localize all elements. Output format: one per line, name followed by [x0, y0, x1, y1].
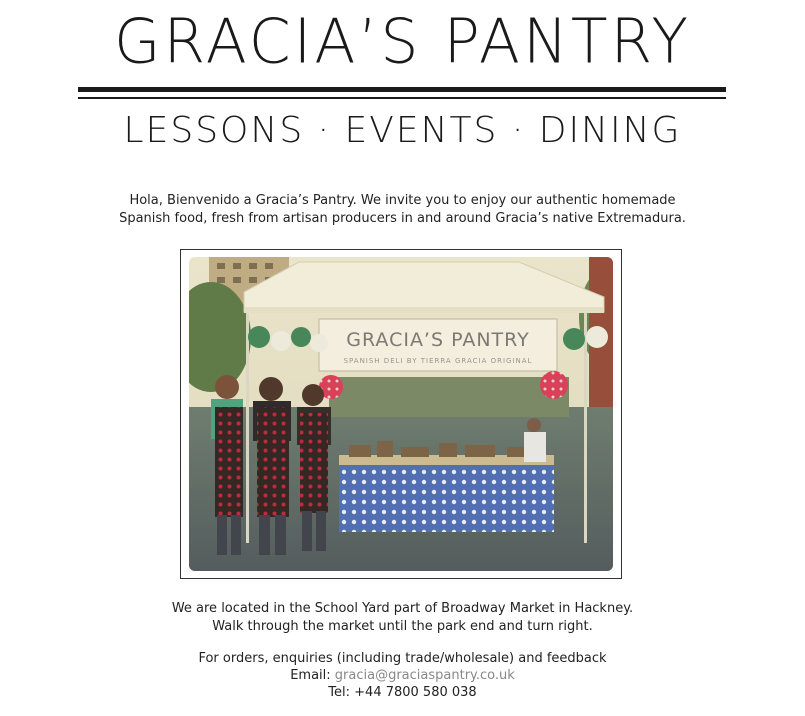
location-text [0, 600, 805, 636]
email-link[interactable]: gracia@graciaspantry.co.uk [334, 668, 515, 683]
photo-banner-title: GRACIA’S PANTRY [346, 329, 530, 351]
location-line-1: We are located in the School Yard part of Broadway Market in Hackney. [171, 601, 634, 616]
market-stall-illustration [189, 257, 613, 571]
header-rule-thin [78, 97, 726, 99]
market-stall-photo [189, 257, 613, 571]
contact-info [0, 650, 805, 701]
telephone-text: Tel: +44 7800 580 038 [328, 685, 477, 700]
email-line [0, 667, 805, 684]
site-title: GRACIA’S PANTRY [113, 6, 692, 78]
intro-text [0, 192, 805, 228]
market-stall-photo-frame [180, 249, 622, 579]
location-line-2: Walk through the market until the park end and turn right. [212, 619, 593, 634]
orders-text: For orders, enquiries (including trade/wholesale) and feedback [198, 651, 607, 666]
intro-line-2: Spanish food, fresh from artisan producers in and around Gracia’s native Extremadura. [119, 211, 686, 226]
header-rule-thick [78, 87, 726, 92]
intro-line-1: Hola, Bienvenido a Gracia’s Pantry. We invite you to enjoy our authentic homemade [129, 193, 676, 208]
photo-banner-subtitle: SPANISH DELI BY TIERRA GRACIA ORIGINAL [343, 357, 533, 365]
email-label: Email: [290, 668, 335, 683]
tagline: LESSONS · EVENTS · DINING [123, 110, 682, 151]
